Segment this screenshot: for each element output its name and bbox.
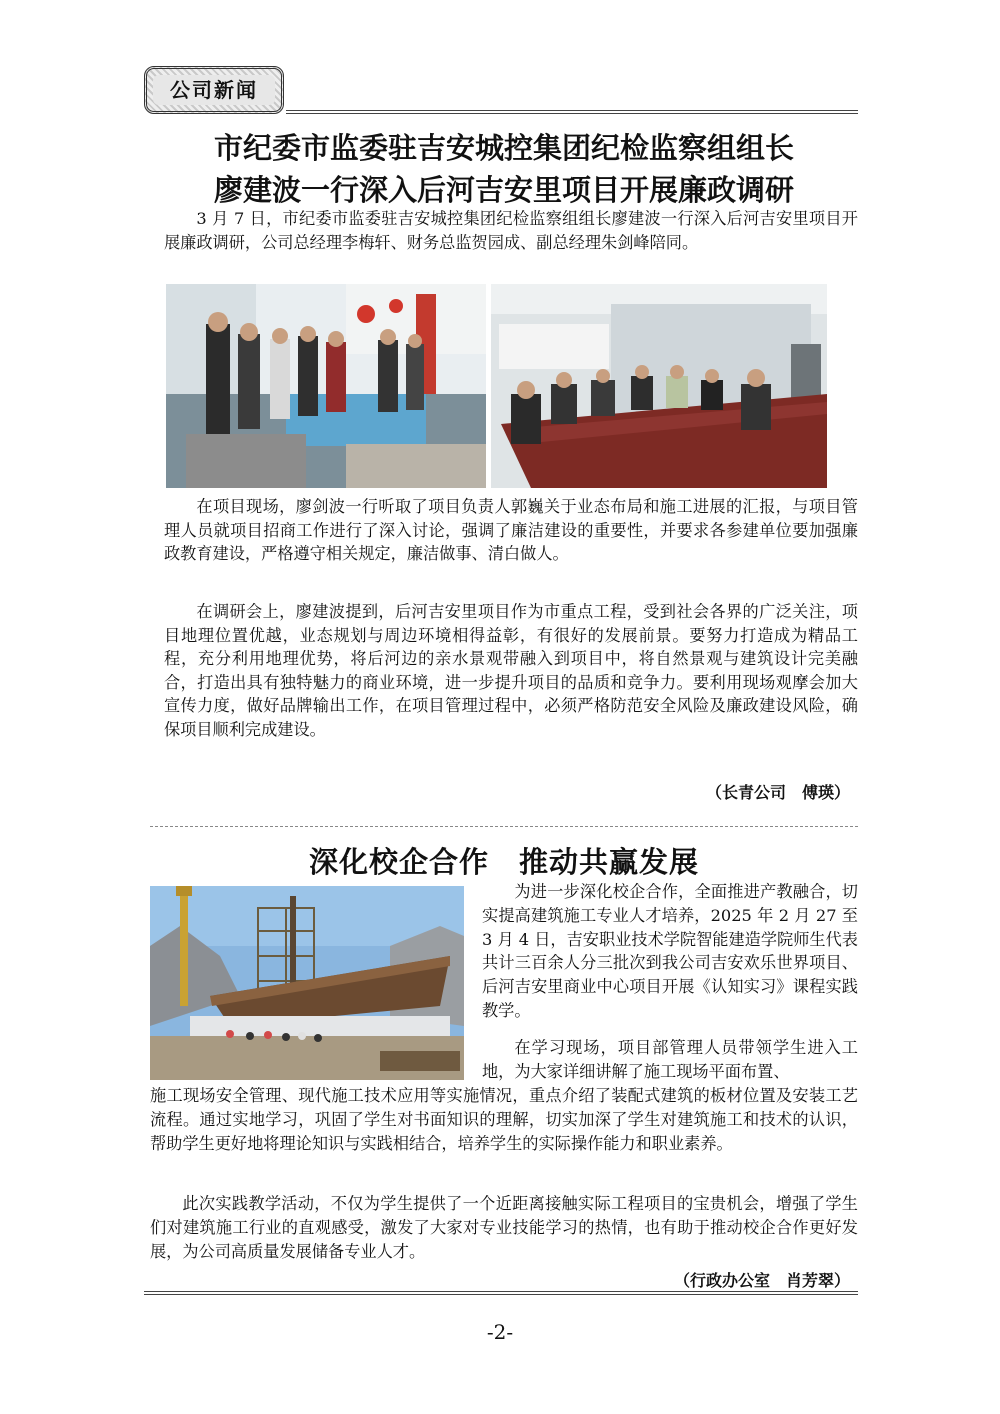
article2-byline: （行政办公室 肖芳翠） — [673, 1271, 850, 1290]
section-label: 公司新闻 — [153, 75, 275, 105]
article1-title-line2: 廖建波一行深入后河吉安里项目开展廉政调研 — [213, 173, 794, 207]
article2-paragraph-1: 为进一步深化校企合作，全面推进产教融合，切实提高建筑施工专业人才培养，2025 年 2 月 27 至 3 月 4 日，吉安职业技术学院智能建造学院师生代表共计三百余人分三批次到我公司吉安欢乐世界项目、后河吉安里商业中心项目开展《认知实习》课程实践教学。 — [482, 882, 858, 1020]
photo-construction-site — [150, 886, 464, 1080]
article1-title-line1: 市纪委市监委驻吉安城控集团纪检监察组组长 — [213, 131, 794, 165]
article2-paragraph-3: 此次实践教学活动，不仅为学生提供了一个近距离接触实际工程项目的宝贵机会，增强了学生们对建筑施工行业的直观感受，激发了大家对专业技能学习的热情，也有助于推动校企合作更好发展，为公司高质量发展储备专业人才。 — [150, 1194, 858, 1261]
section-tab — [144, 66, 284, 114]
article2-paragraph-2-start: 在学习现场，项目部管理人员带领学生进入工地，为大家详细讲解了施工现场平面布置、 — [482, 1038, 858, 1081]
photo-sand-table-visit — [166, 284, 486, 488]
page-number: -2- — [486, 1320, 514, 1344]
bottom-rule — [144, 1291, 858, 1295]
article1-paragraph-1: 3 月 7 日，市纪委市监委驻吉安城控集团纪检监察组组长廖建波一行深入后河吉安里项目开展廉政调研，公司总经理李梅轩、财务总监贺园成、副总经理朱剑峰陪同。 — [164, 209, 858, 252]
article1-paragraph-2: 在项目现场，廖剑波一行听取了项目负责人郭巍关于业态布局和施工进展的汇报，与项目管理人员就项目招商工作进行了深入讨论，强调了廉洁建设的重要性，并要求各参建单位要加强廉政教育建设，严格遵守相关规定，廉洁做事、清白做人。 — [164, 497, 858, 564]
photo-meeting — [491, 284, 827, 488]
article2-title: 深化校企合作 推动共赢发展 — [308, 845, 699, 879]
top-rule — [286, 110, 858, 114]
article1-byline: （长青公司 傅瑛） — [705, 783, 850, 802]
article1-paragraph-3: 在调研会上，廖建波提到，后河吉安里项目作为市重点工程，受到社会各界的广泛关注，项目地理位置优越，业态规划与周边环境相得益彰，有很好的发展前景。要努力打造成为精品工程，充分利用地理优势，将后河边的亲水景观带融入到项目中，将自然景观与建筑设计完美融合，打造出具有独特魅力的商业环境，进一步提升项目的品质和竞争力。要利用现场观摩会加大宣传力度，做好品牌输出工作，在项目管理过程中，必须严格防范安全风险及廉政建设风险，确保项目顺利完成建设。 — [164, 602, 858, 739]
article-divider — [150, 826, 858, 827]
article2-paragraph-2-continued: 施工现场安全管理、现代施工技术应用等实施情况，重点介绍了装配式建筑的板材位置及安装工艺流程。通过实地学习，巩固了学生对书面知识的理解，切实加深了学生对建筑施工和技术的认识，帮助学生更好地将理论知识与实践相结合，培养学生的实际操作能力和职业素养。 — [150, 1086, 858, 1153]
